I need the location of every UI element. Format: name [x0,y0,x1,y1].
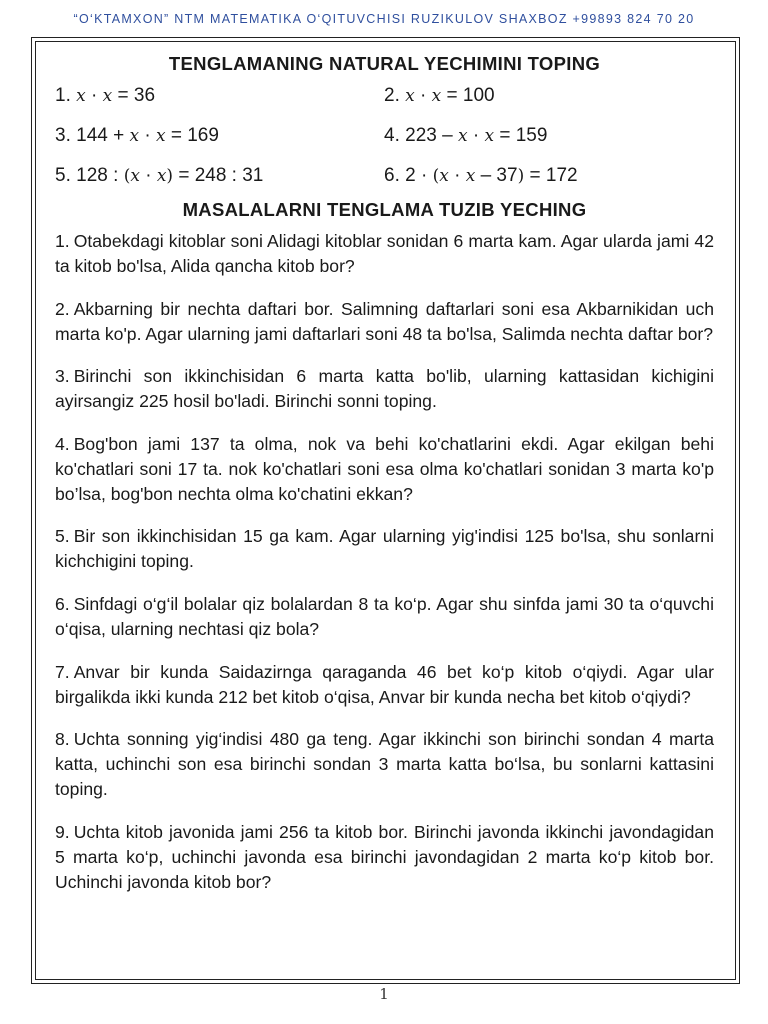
equation-prefix: 144 + [76,125,130,146]
dot-operator: · [144,125,151,146]
problem-3 [55,364,714,414]
variable-x: x [130,166,140,186]
problem-number: 3. [55,366,70,387]
problem-number: 7. [55,661,70,682]
problem-text: Anvar bir kunda Saidazirnga qaraganda 46 bet ko‘p kitob o‘qiydi. Agar ular birgalikda ikki kunda 212 bet kitob o‘qisa, Anvar bir kunda necha bet kitob o‘qiydi? [55,661,714,707]
problem-text: Uchta kitob javonida jami 256 ta kitob bor. Birinchi javonda ikkinchi javondagidan 5 marta ko‘p, uchinchi javonda esa birinchi javondagidan 2 marta ko‘p kitob bor. Uchinchi javonda kitob bor? [55,821,714,892]
equation-prefix: 223 – [405,125,458,146]
dot-operator: · [454,165,461,186]
equation-prefix: 2 · [405,165,433,186]
problem-8 [55,727,714,802]
problem-4 [55,432,714,507]
dot-operator: · [472,125,480,146]
equation-number: 2. [384,85,400,106]
variable-x: x [156,166,167,186]
equation-1 [55,82,384,110]
equation-number: 1. [55,85,71,106]
problem-number: 9. [55,821,70,842]
problem-number: 5. [55,526,70,547]
equation-2 [384,82,714,110]
problem-5 [55,524,714,574]
equation-result: = 36 [112,85,156,106]
dot-operator: · [145,165,152,186]
problem-list [55,229,714,895]
page-header: “O‘KTAMXON” NTM MATEMATIKA O‘QITUVCHISI RUZIKULOV SHAXBOZ +99893 824 70 20 [73,12,695,26]
problem-number: 6. [55,593,70,614]
equation-prefix: 128 : [76,165,124,186]
equation-3 [55,122,384,150]
problem-text: Uchta sonning yig‘indisi 480 ga teng. Agar ikkinchi son birinchi sondan 4 marta katta, uchinchi son esa birinchi sondan 3 marta katta bo‘lsa, bu sonlarni kattasini toping. [55,729,714,800]
problem-text: Otabekdagi kitoblar soni Alidagi kitoblar sonidan 6 marta kam. Agar ularda jami 42 ta kitob bo'lsa, Alida qancha kitob bor? [55,231,714,276]
equation-result: = 100 [441,85,495,106]
section-title-equations: TENGLAMANING NATURAL YECHIMINI TOPING [168,53,601,74]
equation-6: 6. 2 · (x · x – 37) = 172 [384,165,578,186]
variable-x: x [102,86,113,106]
variable-x: x [76,86,86,106]
equation-result: = 248 : 31 [173,165,264,186]
problem-2 [55,297,714,347]
equation-4 [384,122,714,150]
page-number: 1 [379,985,389,1003]
equation-number: 4. [384,125,400,146]
worksheet-content [55,50,714,912]
dot-operator: · [91,85,98,106]
equation-result: = 159 [494,125,548,146]
equation-5: 5. 128 : (x · x) = 248 : 31 [55,165,264,186]
equation-number: 5. [55,165,71,186]
variable-x: x [155,126,166,146]
variable-x: x [439,166,449,186]
problem-number: 2. [55,298,70,319]
problem-7 [55,660,714,710]
problem-6 [55,592,714,642]
section-title-word-problems: MASALALARNI TENGLAMA TUZIB YECHING [182,199,587,220]
equation-inner: – 37 [475,165,518,186]
variable-x: x [129,126,140,146]
problem-text: Sinfdagi o‘g‘il bolalar qiz bolalardan 8 ta ko‘p. Agar shu sinfda jami 30 ta o‘quvchi o‘qisa, ularning nechtasi qiz bola? [55,593,714,639]
problem-number: 1. [55,231,70,251]
problem-text: Bir son ikkinchisidan 15 ga kam. Agar ularning yig'indisi 125 bo'lsa, shu sonlarni kichchigini toping. [55,526,714,572]
equation-number: 6. [384,165,400,186]
variable-x: x [457,126,468,146]
problem-number: 8. [55,729,70,750]
variable-x: x [465,166,476,186]
problem-text: Bog'bon jami 137 ta olma, nok va behi ko'chatlarini ekdi. Agar ekilgan behi ko'chatlari soni 17 ta. nok ko'chatlari soni esa olma ko'chatlari sonidan 3 marta ko'p bo’lsa, bog'bon nechta olma ko'chatini ekkan? [55,433,714,504]
variable-x: x [405,86,415,106]
problem-text: Akbarning bir nechta daftari bor. Salimning daftarlari soni esa Akbarnikidan uch marta ko'p. Agar ularning jami daftarlari soni 48 ta bo'lsa, Salimda nechta daftar bor? [55,298,714,344]
problem-number: 4. [55,433,70,454]
problem-9 [55,820,714,895]
equation-result: = 169 [165,125,219,146]
equation-result: = 172 [524,165,578,186]
problem-text: Birinchi son ikkinchisidan 6 marta katta bo'lib, ularning kattasidan kichigini ayirsangiz 225 hosil bo'ladi. Birinchi sonni toping. [55,366,714,412]
dot-operator: · [420,85,427,106]
equation-grid [55,82,714,190]
equation-number: 3. [55,125,71,146]
problem-1 [55,229,714,279]
variable-x: x [431,86,442,106]
variable-x: x [484,126,495,146]
